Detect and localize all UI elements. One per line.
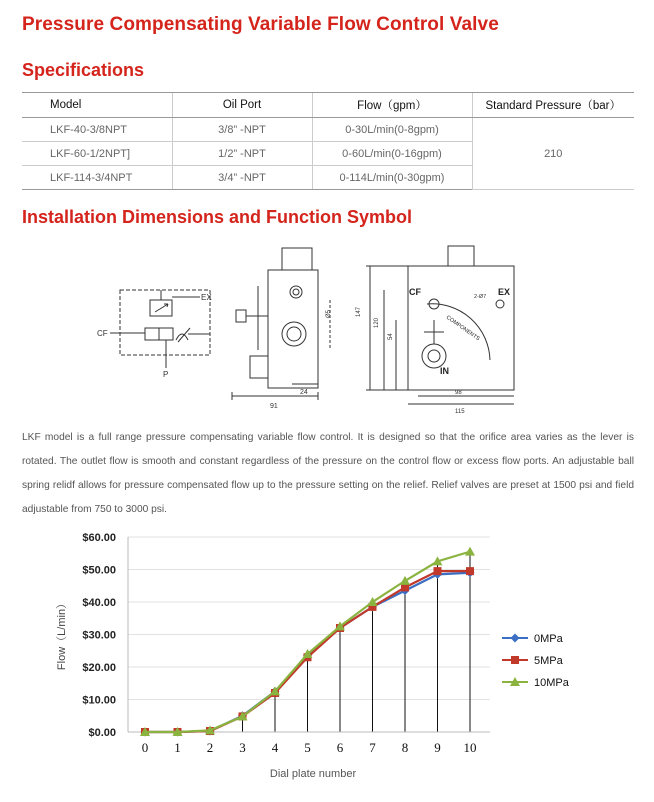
front-dim-hole: 2-Ø7 xyxy=(474,294,487,300)
variable-orifice-symbol xyxy=(176,328,190,342)
legend-item xyxy=(502,633,564,645)
side-view-port-top xyxy=(290,286,302,298)
x-tick-label: 4 xyxy=(271,740,279,755)
symbol-label-cf: CF xyxy=(97,329,108,338)
x-tick-label: 1 xyxy=(174,740,181,755)
y-tick-label: $20.00 xyxy=(82,662,116,674)
x-tick-label: 8 xyxy=(401,740,409,755)
symbol-label-p: P xyxy=(163,370,169,379)
side-view-port-main-inner xyxy=(287,327,301,341)
cell-oil-port: 1/2” -NPT xyxy=(172,142,312,166)
front-label-in: IN xyxy=(440,366,449,376)
installation-heading: Installation Dimensions and Function Symbol xyxy=(22,207,413,227)
front-label-ex: EX xyxy=(498,287,511,297)
cell-oil-port: 3/4” -NPT xyxy=(172,166,312,190)
y-axis-label: Flow（L/min） xyxy=(56,597,68,671)
side-view-boss xyxy=(250,356,268,378)
side-view-knob xyxy=(236,310,246,322)
installation-drawings xyxy=(0,236,654,416)
compensator-symbol-2 xyxy=(159,328,173,340)
y-tick-label: $60.00 xyxy=(82,532,116,544)
x-axis-label: Dial plate number xyxy=(269,768,357,780)
legend-label: 5MPa xyxy=(534,655,563,667)
symbol-lines xyxy=(110,290,210,368)
data-point-square xyxy=(434,567,442,575)
chart-drop-lines xyxy=(243,552,471,732)
data-point-triangle xyxy=(465,547,475,556)
cell-standard-pressure: 210 xyxy=(472,118,634,190)
x-tick-label: 7 xyxy=(369,740,376,755)
side-view-port-top-inner xyxy=(293,289,299,295)
data-point-square xyxy=(511,656,519,664)
cell-flow: 0-30L/min(0-8gpm) xyxy=(312,118,472,142)
header-oil-port: Oil Port xyxy=(172,93,312,118)
legend-item xyxy=(502,677,570,689)
page-title: Pressure Compensating Variable Flow Control Valve xyxy=(22,14,499,35)
x-tick-label: 10 xyxy=(463,740,477,755)
x-tick-label: 0 xyxy=(141,740,149,755)
front-dim-low: 54 xyxy=(388,333,394,340)
relief-arrow xyxy=(155,304,168,312)
cell-oil-port: 3/8” -NPT xyxy=(172,118,312,142)
cell-model: LKF-40-3/8NPT xyxy=(22,118,172,142)
table-header-row xyxy=(22,93,634,118)
cell-model: LKF-60-1/2NPT] xyxy=(22,142,172,166)
description-paragraph: LKF model is a full range pressure compensating variable flow control. It is designed so that the orifice area varies as the lever is rotated. The outlet flow is smooth and constant regardless of the pressure on the control flow or excess flow ports. An adjustable ball spring relidf allows for pressure compensated flow up to the pressure setting on the relief. Relief valves are preset at 1500 psi and field adjustable from 750 to 3000 psi. xyxy=(22,432,634,515)
front-label-cf: CF xyxy=(409,287,421,297)
header-model: Model xyxy=(22,93,172,118)
chart-legend xyxy=(502,633,570,689)
x-tick-label: 5 xyxy=(304,740,311,755)
side-view-lever xyxy=(246,286,268,350)
front-view-in-port xyxy=(422,344,446,368)
function-symbol xyxy=(110,290,210,368)
flow-chart xyxy=(0,524,654,802)
data-point-triangle xyxy=(400,576,410,585)
data-point-diamond xyxy=(511,634,520,643)
front-label-dial: COMPONENTS xyxy=(444,314,481,343)
side-view-body xyxy=(268,270,318,388)
specifications-table xyxy=(22,92,634,190)
side-view-cap xyxy=(282,248,312,270)
front-view-ex-port xyxy=(496,300,504,308)
header-standard-pressure: Standard Pressure（bar） xyxy=(472,93,634,118)
specifications-heading: Specifications xyxy=(22,60,145,80)
y-tick-label: $10.00 xyxy=(82,694,116,707)
x-tick-label: 9 xyxy=(434,740,441,755)
table-row xyxy=(22,118,634,142)
y-tick-label: $50.00 xyxy=(82,564,116,577)
side-dim-inner: 24 xyxy=(300,389,308,396)
cell-flow: 0-60L/min(0-16gpm) xyxy=(312,142,472,166)
side-dim-dia: Ø5 xyxy=(326,309,332,318)
front-view-in-port-inner xyxy=(428,350,440,362)
compensator-symbol xyxy=(145,328,159,340)
x-tick-labels xyxy=(142,740,477,755)
side-dim-width: 91 xyxy=(270,403,278,410)
cell-model: LKF-114-3/4NPT xyxy=(22,166,172,190)
data-point-square xyxy=(466,567,474,575)
front-view-cap xyxy=(448,246,474,266)
x-tick-label: 2 xyxy=(206,740,214,755)
symbol-label-ex: EX xyxy=(201,293,212,302)
x-tick-label: 6 xyxy=(336,740,344,755)
front-dim-w2: 115 xyxy=(455,409,465,415)
header-flow: Flow（gpm） xyxy=(312,93,472,118)
y-tick-labels xyxy=(82,532,116,739)
legend-label: 0MPa xyxy=(534,633,563,645)
y-tick-label: $40.00 xyxy=(82,597,116,609)
front-view-lever xyxy=(424,320,444,344)
front-dim-mid: 120 xyxy=(374,317,380,328)
y-tick-label: $30.00 xyxy=(82,629,116,642)
y-tick-label: $0.00 xyxy=(88,727,116,739)
x-tick-label: 3 xyxy=(239,740,246,755)
side-view-port-main xyxy=(282,322,306,346)
cell-flow: 0-114L/min(0-30gpm) xyxy=(312,166,472,190)
front-dim-height: 147 xyxy=(356,306,362,317)
front-dim-w1: 98 xyxy=(455,390,462,396)
front-view-drawing xyxy=(366,246,514,404)
legend-item xyxy=(502,655,564,667)
side-view-drawing xyxy=(232,248,330,400)
legend-label: 10MPa xyxy=(534,677,569,689)
